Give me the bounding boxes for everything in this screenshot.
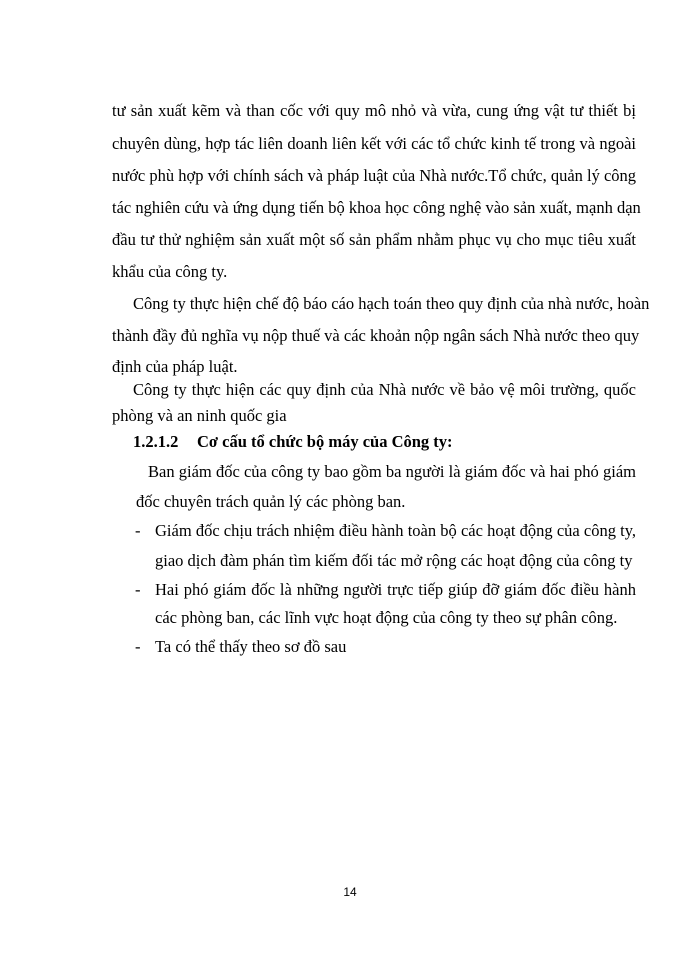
page-number: 14: [343, 885, 357, 899]
text-line: Hai phó giám đốc là những người trực tiếp giúp đỡ giám đốc điều hành: [155, 580, 636, 599]
text-line: nước phù hợp với chính sách và pháp luật của Nhà nước.Tổ chức, quản lý công: [112, 166, 637, 185]
text-line: Giám đốc chịu trách nhiệm điều hành toàn bộ các hoạt động của công ty,: [155, 521, 636, 540]
section-heading: [133, 432, 453, 452]
text-line: tư sản xuất kẽm và than cốc với quy mô nhỏ và vừa, cung ứng vật tư thiết bị: [112, 101, 636, 120]
text-line: các phòng ban, các lĩnh vực hoạt động của công ty theo sự phân công.: [155, 608, 618, 627]
bullet-dash: -: [135, 637, 141, 656]
text-line: chuyên dùng, hợp tác liên doanh liên kết với các tổ chức kinh tế trong và ngoài: [112, 134, 636, 153]
text-line: Ban giám đốc của công ty bao gồm ba người là giám đốc và hai phó giám: [148, 462, 636, 481]
text-line: giao dịch đàm phán tìm kiếm đối tác mở rộng các hoạt động của công ty: [155, 551, 633, 570]
bullet-dash: -: [135, 521, 141, 540]
section-title: Cơ cấu tổ chức bộ máy của Công ty:: [197, 432, 453, 451]
text-line: Ta có thể thấy theo sơ đồ sau: [155, 637, 347, 656]
text-line: tác nghiên cứu và ứng dụng tiến bộ khoa học công nghệ vào sản xuất, mạnh dạn: [112, 198, 641, 217]
text-line: Công ty thực hiện các quy định của Nhà nước về bảo vệ môi trường, quốc: [133, 380, 636, 399]
text-line: định của pháp luật.: [112, 357, 238, 376]
section-number: 1.2.1.2: [133, 432, 179, 451]
text-line: khẩu của công ty.: [112, 262, 228, 281]
text-line: thành đầy đủ nghĩa vụ nộp thuế và các khoản nộp ngân sách Nhà nước theo quy: [112, 326, 640, 345]
text-line: Công ty thực hiện chế độ báo cáo hạch toán theo quy định của nhà nước, hoàn: [133, 294, 650, 313]
text-line: đốc chuyên trách quản lý các phòng ban.: [136, 492, 406, 511]
text-line: phòng và an ninh quốc gia: [112, 406, 287, 425]
text-line: đầu tư thử nghiệm sản xuất một số sản phẩm nhằm phục vụ cho mục tiêu xuất: [112, 230, 636, 249]
bullet-dash: -: [135, 580, 141, 599]
